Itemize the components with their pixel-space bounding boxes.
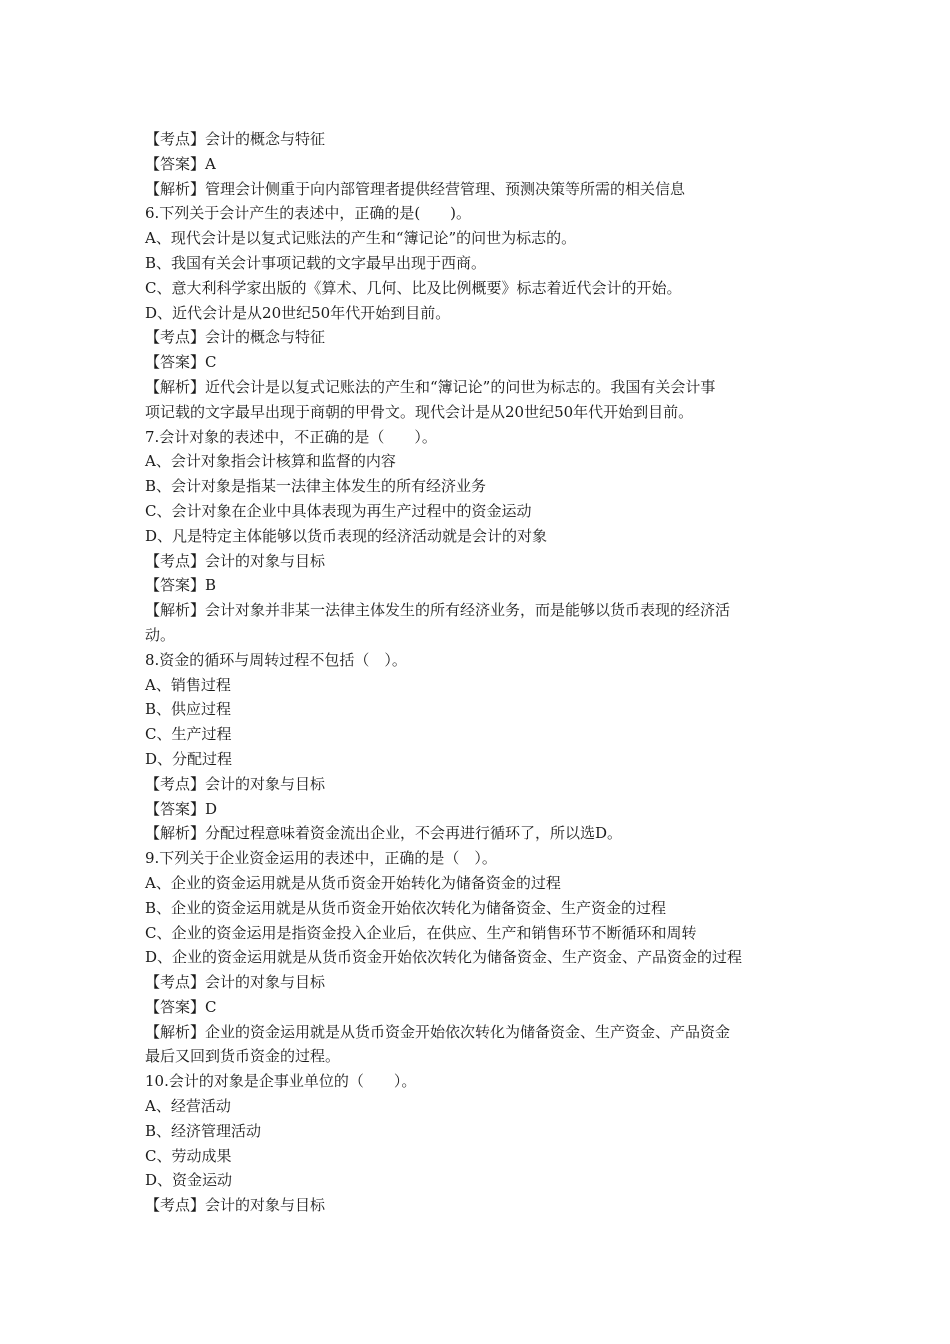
question-8-option-a: A、销售过程 <box>145 675 231 694</box>
question-7-exam-point: 【考点】会计的对象与目标 <box>145 551 326 570</box>
question-6-exam-point: 【考点】会计的概念与特征 <box>145 328 326 347</box>
question-8-explanation: 【解析】分配过程意味着资金流出企业，不会再进行循环了，所以选D。 <box>145 824 623 843</box>
text-line-explanation: 【解析】管理会计侧重于向内部管理者提供经营管理、预测决策等所需的相关信息 <box>145 179 686 198</box>
question-10-title: 10.会计的对象是企事业单位的（ ）。 <box>145 1072 417 1091</box>
question-9-title: 9.下列关于企业资金运用的表述中，正确的是（ ）。 <box>145 849 497 868</box>
question-9-option-d: D、企业的资金运用就是从货币资金开始依次转化为储备资金、生产资金、产品资金的过程 <box>145 948 743 967</box>
question-10-option-a: A、经营活动 <box>145 1097 231 1116</box>
question-7-explanation-line-1: 【解析】会计对象并非某一法律主体发生的所有经济业务，而是能够以货币表现的经济活 <box>145 601 731 620</box>
question-7-explanation-line-2: 动。 <box>145 625 176 644</box>
question-6-option-d: D、近代会计是从20世纪50年代开始到目前。 <box>145 303 451 322</box>
question-8-option-c: C、生产过程 <box>145 725 232 744</box>
question-10-option-b: B、经济管理活动 <box>145 1121 262 1140</box>
question-9-option-b: B、企业的资金运用就是从货币资金开始依次转化为储备资金、生产资金的过程 <box>145 898 667 917</box>
question-8-exam-point: 【考点】会计的对象与目标 <box>145 774 326 793</box>
question-6-option-b: B、我国有关会计事项记载的文字最早出现于西商。 <box>145 253 487 272</box>
question-10-exam-point: 【考点】会计的对象与目标 <box>145 1196 326 1215</box>
question-7-option-c: C、会计对象在企业中具体表现为再生产过程中的资金运动 <box>145 501 532 520</box>
question-8-option-b: B、供应过程 <box>145 700 232 719</box>
question-7-answer: 【答案】B <box>145 576 217 595</box>
question-6-title: 6.下列关于会计产生的表述中，正确的是( )。 <box>145 204 472 223</box>
question-6-explanation-line-1: 【解析】近代会计是以复式记账法的产生和“簿记论”的问世为标志的。我国有关会计事 <box>145 377 716 396</box>
question-8-option-d: D、分配过程 <box>145 749 233 768</box>
question-6-option-a: A、现代会计是以复式记账法的产生和“簿记论”的问世为标志的。 <box>145 229 577 248</box>
question-7-option-d: D、凡是特定主体能够以货币表现的经济活动就是会计的对象 <box>145 526 548 545</box>
question-9-exam-point: 【考点】会计的对象与目标 <box>145 973 326 992</box>
question-9-explanation-line-2: 最后又回到货币资金的过程。 <box>145 1047 341 1066</box>
text-line-exam-point: 【考点】会计的概念与特征 <box>145 130 326 148</box>
question-9-answer: 【答案】C <box>145 997 217 1016</box>
question-8-answer: 【答案】D <box>145 799 218 818</box>
question-9-option-a: A、企业的资金运用就是从货币资金开始转化为储备资金的过程 <box>145 873 561 892</box>
question-7-option-b: B、会计对象是指某一法律主体发生的所有经济业务 <box>145 477 487 496</box>
question-8-title: 8.资金的循环与周转过程不包括（ ）。 <box>145 650 407 669</box>
question-6-answer: 【答案】C <box>145 353 217 372</box>
question-9-option-c: C、企业的资金运用是指资金投入企业后，在供应、生产和销售环节不断循环和周转 <box>145 923 697 942</box>
question-6-option-c: C、意大利科学家出版的《算术、几何、比及比例概要》标志着近代会计的开始。 <box>145 278 682 297</box>
question-10-option-d: D、资金运动 <box>145 1171 233 1190</box>
text-line-answer: 【答案】A <box>145 154 216 173</box>
question-7-title: 7.会计对象的表述中，不正确的是（ ）。 <box>145 427 437 446</box>
question-9-explanation-line-1: 【解析】企业的资金运用就是从货币资金开始依次转化为储备资金、生产资金、产品资金 <box>145 1022 731 1041</box>
question-7-option-a: A、会计对象指会计核算和监督的内容 <box>145 452 396 471</box>
document-page <box>145 127 815 1218</box>
question-6-explanation-line-2: 项记载的文字最早出现于商朝的甲骨文。现代会计是从20世纪50年代开始到目前。 <box>145 402 694 421</box>
question-10-option-c: C、劳动成果 <box>145 1146 232 1165</box>
